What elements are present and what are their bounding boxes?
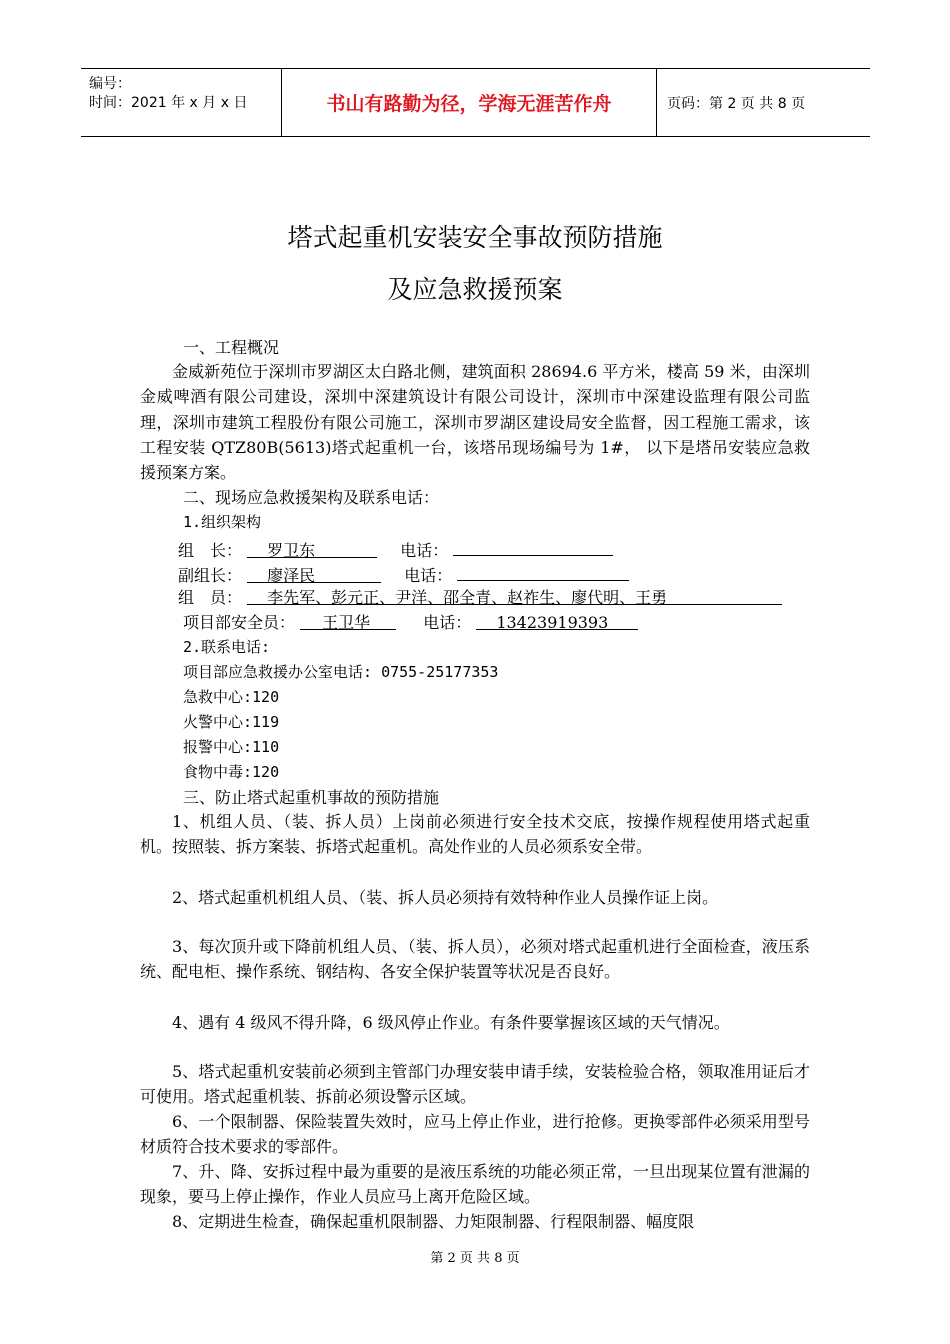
leader-phone-blank (453, 535, 613, 556)
page-footer: 第 2 页 共 8 页 (430, 1251, 520, 1266)
measure-1: 1、机组人员、（装、拆人员）上岗前必须进行安全技术交底，按操作规程使用塔式起重机。按照装、拆方案装、拆塔式起重机。高处作业的人员必须系安全带。 (140, 812, 810, 857)
deputy-phone-label: 电话： (404, 566, 453, 585)
police-phone: 报警中心:110 (183, 738, 280, 756)
leader-label: 组 长： (178, 541, 243, 560)
measure-3: 3、每次顶升或下降前机组人员、（装、拆人员），必须对塔式起重机进行全面检查，液压系统、配电柜、操作系统、钢结构、各安全保护装置等状况是否良好。 (140, 937, 810, 982)
section1-body: 金威新苑位于深圳市罗湖区太白路北侧，建筑面积 28694.6 平方米，楼高 59 米，由深圳金威啤酒有限公司建设，深圳中深建筑设计有限公司设计，深圳市中深建设监理有限公司监理，深圳市建筑工程股份有限公司施工，深圳市罗湖区建设局安全监督，因工程施工需求，该工程安装 QTZ80B(5613)塔式起重机一台，该塔吊现场编号为 1#， 以下是塔吊安装应急救援预案方案。 (140, 362, 810, 483)
leader-row (178, 535, 613, 563)
page-label: 页码：第 2 页 共 8 页 (667, 95, 806, 112)
safety-row (183, 610, 638, 635)
safety-phone-label: 电话： (423, 613, 472, 632)
members-row (178, 585, 782, 610)
fire-phone: 火警中心:119 (183, 713, 280, 731)
section3-heading: 三、防止塔式起重机事故的预防措施 (183, 788, 440, 807)
deputy-row (178, 560, 629, 588)
measure-8: 8、定期进生检查，确保起重机限制器、力矩限制器、行程限制器、幅度限 (172, 1212, 695, 1231)
measure-2: 2、塔式起重机机组人员、（装、拆人员必须持有效特种作业人员操作证上岗。 (172, 888, 719, 907)
time-label: 时间：2021 年 x 月 x 日 (89, 95, 248, 111)
measure-4: 4、遇有 4 级风不得升降，6 级风停止作业。有条件要掌握该区域的天气情况。 (172, 1013, 730, 1032)
org-heading: 1.组织架构 (183, 513, 262, 531)
leader-name: 罗卫东 (247, 538, 377, 558)
members-label: 组 员： (178, 588, 243, 607)
number-label: 编号： (89, 76, 131, 92)
motto: 书山有路勤为径，学海无涯苦作舟 (282, 69, 657, 136)
doc-title-line1: 塔式起重机安装安全事故预防措施 (287, 223, 663, 252)
header-table (81, 68, 870, 137)
section2-heading: 二、现场应急救援架构及联系电话： (183, 488, 440, 507)
office-phone: 项目部应急救援办公室电话: 0755-25177353 (183, 663, 499, 681)
deputy-name: 廖泽民 (247, 563, 381, 583)
safety-name: 王卫华 (300, 610, 396, 630)
deputy-label: 副组长： (178, 566, 243, 585)
measure-6: 6、一个限制器、保险装置失效时，应马上停止作业，进行抢修。更换零部件必须采用型号材质符合技术要求的零部件。 (140, 1112, 810, 1157)
poison-phone: 食物中毒:120 (183, 763, 280, 781)
leader-phone-label: 电话： (400, 541, 449, 560)
members-list: 李先军、彭元正、尹洋、邵全青、赵祚生、廖代明、王勇 (247, 585, 782, 605)
measure-5: 5、塔式起重机安装前必须到主管部门办理安装申请手续，安装检验合格，领取准用证后才可使用。塔式起重机装、拆前必须设警示区域。 (140, 1062, 810, 1107)
first-aid-phone: 急救中心:120 (183, 688, 280, 706)
safety-phone: 13423919393 (476, 610, 638, 630)
header-meta-cell (81, 69, 282, 136)
section1-heading: 一、工程概况 (183, 338, 280, 357)
safety-label: 项目部安全员： (183, 613, 296, 632)
doc-title-line2: 及应急救援预案 (387, 275, 563, 304)
measure-7: 7、升、降、安拆过程中最为重要的是液压系统的功能必须正常，一旦出现某位置有泄漏的现象，要马上停止操作，作业人员应马上离开危险区域。 (140, 1162, 810, 1207)
deputy-phone-blank (457, 560, 629, 581)
contact-heading: 2.联系电话: (183, 638, 271, 656)
